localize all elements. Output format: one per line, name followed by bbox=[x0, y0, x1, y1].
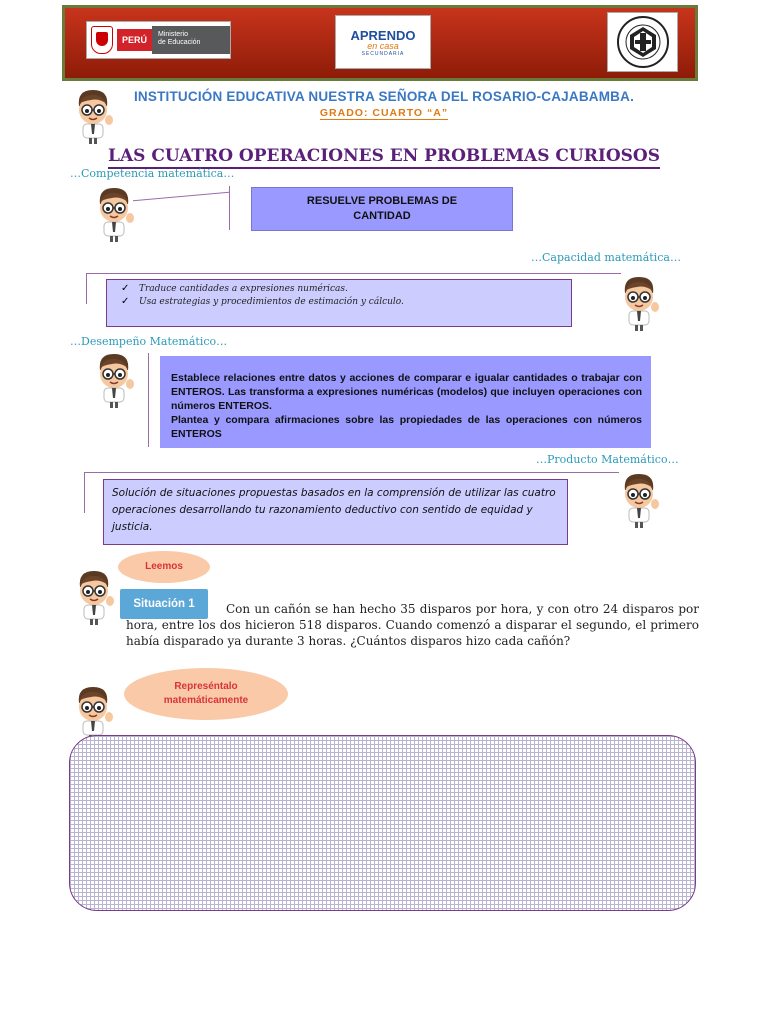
competencia-box bbox=[251, 187, 513, 231]
peru-label: PERÚ bbox=[117, 29, 152, 51]
problem-statement: Con un cañón se han hecho 35 disparos por hora, y con otro 24 disparos por hora, entre los dos hicieron 518 disparos. Cuando comenzó a disparar el segundo, el primero había disparado ya durante 3 horas. ¿Cuántos disparos hizo cada cañón? bbox=[126, 602, 699, 648]
competencia-text-1: RESUELVE PROBLEMAS DE bbox=[306, 195, 458, 207]
peru-shield-icon bbox=[91, 26, 113, 54]
ministry-line1: Ministerio bbox=[158, 31, 188, 38]
competencia-label: …Competencia matemática… bbox=[70, 167, 235, 180]
aprendo-sub: en casa bbox=[367, 41, 399, 51]
desempeno-text-1: Establece relaciones entre datos y acciones de comparar e igualar cantidades o trabajar con ENTEROS. Las transforma a expresiones numéricas (modelos) que incluyen operaciones con números ENTEROS. bbox=[171, 372, 642, 412]
student-avatar-icon bbox=[615, 470, 663, 528]
institution-name: INSTITUCIÓN EDUCATIVA NUESTRA SEÑORA DEL ROSARIO-CAJABAMBA. bbox=[133, 89, 635, 104]
student-avatar-icon bbox=[615, 273, 663, 331]
student-avatar-icon bbox=[70, 567, 118, 625]
student-avatar-icon bbox=[69, 683, 117, 741]
representalo-text-2: matemáticamente bbox=[163, 695, 249, 706]
desempeno-text-2: Plantea y compara afirmaciones sobre las propiedades de las operaciones con números ENTEROS bbox=[171, 414, 642, 440]
aprendo-en-casa-logo bbox=[335, 15, 431, 69]
page-title-text: LAS CUATRO OPERACIONES EN PROBLEMAS CURIOSOS bbox=[108, 146, 660, 169]
work-grid-area[interactable] bbox=[69, 735, 696, 911]
ministry-logo bbox=[86, 21, 231, 59]
grade-text: GRADO: CUARTO “A” bbox=[319, 107, 449, 119]
desempeno-box bbox=[160, 356, 651, 448]
aprendo-title: APRENDO bbox=[350, 28, 416, 43]
school-seal-logo bbox=[607, 12, 678, 72]
student-avatar-icon bbox=[90, 184, 138, 242]
seal-icon bbox=[616, 15, 670, 69]
connector-line bbox=[133, 192, 229, 211]
producto-label: …Producto Matemático… bbox=[536, 453, 679, 466]
representalo-text-1: Represéntalo bbox=[174, 681, 238, 692]
connector-line bbox=[229, 186, 230, 230]
capacidad-box bbox=[106, 279, 572, 327]
situacion-label: Situación 1 bbox=[120, 589, 208, 619]
ministry-line2: de Educación bbox=[158, 39, 201, 46]
leemos-cloud: Leemos bbox=[118, 551, 210, 583]
representalo-cloud bbox=[124, 668, 288, 720]
page-title bbox=[0, 146, 768, 166]
grade-label bbox=[0, 107, 768, 119]
desempeno-label: …Desempeño Matemático… bbox=[70, 335, 228, 348]
capacidad-item: ✓ Traduce cantidades a expresiones numéricas. bbox=[139, 284, 571, 294]
capacidad-label: …Capacidad matemática… bbox=[531, 251, 681, 264]
connector-line bbox=[148, 353, 149, 447]
producto-box: Solución de situaciones propuestas basados en la comprensión de utilizar las cuatro operaciones desarrollando tu razonamiento deductivo con sentido de equidad y justicia. bbox=[103, 479, 568, 545]
capacidad-item: ✓ Usa estrategias y procedimientos de estimación y cálculo. bbox=[139, 297, 571, 307]
student-avatar-icon bbox=[90, 350, 138, 408]
aprendo-level: SECUNDARIA bbox=[361, 51, 405, 57]
ministry-name bbox=[152, 26, 230, 54]
competencia-text-2: CANTIDAD bbox=[353, 210, 411, 222]
